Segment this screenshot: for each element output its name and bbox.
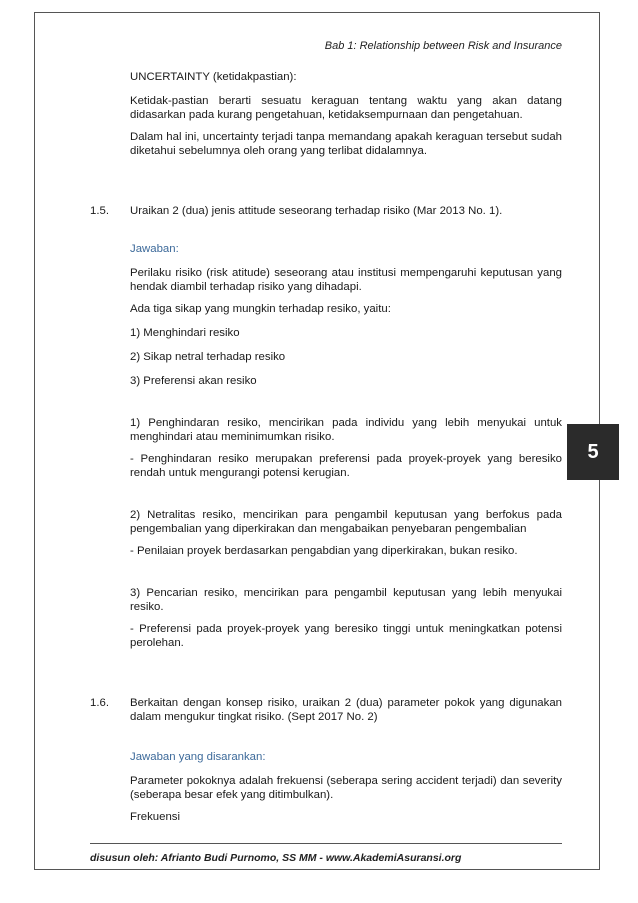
footer-credit: disusun oleh: Afrianto Budi Purnomo, SS MM - www.AkademiAsuransi.org [90,852,462,864]
suggested-answer-label: Jawaban yang disarankan: [130,751,266,763]
description-2: 2) Netralitas resiko, mencirikan para pengambil keputusan yang berfokus pada pengembalian yang diperkirakan dan mengabaikan penyebaran pengembalian [130,509,562,535]
question-1-6 [90,696,562,724]
question-text: Uraikan 2 (dua) jenis attitude seseorang terhadap risiko (Mar 2013 No. 1). [130,205,503,217]
list-item: 2) Sikap netral terhadap resiko [130,351,286,363]
running-head: Bab 1: Relationship between Risk and Insurance [324,40,562,52]
description-1: 1) Penghindaran resiko, mencirikan pada individu yang lebih menyukai untuk menghindari atau meminimumkan risiko. [130,417,562,443]
uncertainty-paragraph-2: Dalam hal ini, uncertainty terjadi tanpa memandang apakah keraguan tersebut sudah diketahui sebelumnya oleh orang yang terlibat didalamnya. [130,131,562,157]
chapter-tab: 5 [567,424,619,480]
answer-paragraph-1: Parameter pokoknya adalah frekuensi (seberapa sering accident terjadi) dan severity (seberapa besar efek yang ditimbulkan). [130,775,562,801]
footer-divider [90,843,562,844]
answer-paragraph-1: Perilaku risiko (risk atitude) seseorang atau institusi mempengaruhi keputusan yang hendak diambil terhadap risiko yang dihadapi. [130,267,562,293]
uncertainty-heading: UNCERTAINTY (ketidakpastian): [130,71,297,83]
answer-paragraph-2: Ada tiga sikap yang mungkin terhadap resiko, yaitu: [130,303,391,315]
page-content [90,70,562,824]
list-item: 3) Preferensi akan resiko [130,375,257,387]
uncertainty-paragraph-1: Ketidak-pastian berarti sesuatu keraguan tentang waktu yang akan datang didasarkan pada kurang pengetahuan, ketidaksempurnaan dan pengetahuan. [130,95,562,121]
list-item: 1) Menghindari resiko [130,327,240,339]
answer-label: Jawaban: [130,243,179,255]
description-2-detail: - Penilaian proyek berdasarkan pengabdian yang diperkirakan, bukan resiko. [130,545,518,557]
answer-paragraph-2: Frekuensi [130,811,181,823]
description-1-detail: - Penghindaran resiko merupakan preferensi pada proyek-proyek yang beresiko rendah untuk mengurangi potensi kerugian. [130,453,562,479]
question-number: 1.5. [90,205,109,217]
question-text: Berkaitan dengan konsep risiko, uraikan 2 (dua) parameter pokok yang digunakan dalam mengukur tingkat risiko. (Sept 2017 No. 2) [130,697,562,723]
description-3: 3) Pencarian resiko, mencirikan para pengambil keputusan yang lebih menyukai resiko. [130,587,562,613]
description-3-detail: - Preferensi pada proyek-proyek yang beresiko tinggi untuk meningkatkan potensi perolehan. [130,623,562,649]
question-1-5 [90,204,562,218]
question-number: 1.6. [90,697,109,709]
